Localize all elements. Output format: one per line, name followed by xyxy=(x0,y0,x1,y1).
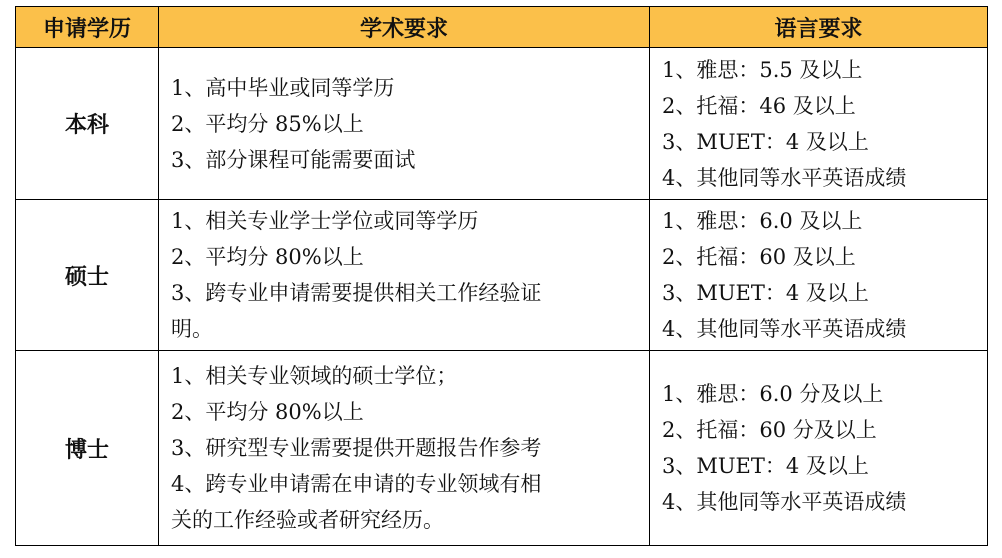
table-row-master xyxy=(16,200,988,351)
requirement-line: 1、高中毕业或同等学历 xyxy=(171,75,395,100)
academic-requirements-bachelor xyxy=(159,48,650,200)
requirement-line: 2、托福：60 分及以上 xyxy=(662,418,877,442)
language-requirements-master xyxy=(650,200,988,351)
language-requirements-phd xyxy=(650,351,988,546)
requirement-line: 1、相关专业学士学位或同等学历 xyxy=(171,209,479,233)
admission-requirements-table xyxy=(15,6,988,546)
requirement-line: 1、雅思：6.0 分及以上 xyxy=(662,382,884,406)
requirement-line: 1、雅思：6.0 及以上 xyxy=(662,209,863,233)
academic-requirements-master xyxy=(159,200,650,351)
table-row-phd xyxy=(16,351,988,546)
header-language-requirements: 语言要求 xyxy=(650,7,988,48)
requirement-line: 1、相关专业领域的硕士学位； xyxy=(171,364,458,388)
requirement-line: 2、平均分 80%以上 xyxy=(171,245,364,269)
requirement-line: 2、托福：46 及以上 xyxy=(662,93,856,118)
requirement-line: 1、雅思：5.5 及以上 xyxy=(662,57,863,82)
header-academic-requirements: 学术要求 xyxy=(159,7,650,48)
language-requirements-bachelor xyxy=(650,48,988,200)
requirement-line: 4、其他同等水平英语成绩 xyxy=(662,165,907,190)
degree-cell-master: 硕士 xyxy=(16,200,159,351)
degree-cell-bachelor: 本科 xyxy=(16,48,159,200)
academic-requirements-phd xyxy=(159,351,650,546)
requirement-line: 2、托福：60 及以上 xyxy=(662,245,856,269)
requirement-line: 关的工作经验或者研究经历。 xyxy=(171,508,444,532)
requirement-line: 4、其他同等水平英语成绩 xyxy=(662,490,907,514)
requirement-line: 3、跨专业申请需要提供相关工作经验证 xyxy=(171,281,542,305)
degree-cell-phd: 博士 xyxy=(16,351,159,546)
requirement-line: 明。 xyxy=(171,317,213,341)
table-body xyxy=(16,48,988,546)
requirement-line: 2、平均分 85%以上 xyxy=(171,111,364,136)
requirement-line: 3、MUET：4 及以上 xyxy=(662,129,869,154)
requirement-line: 3、MUET：4 及以上 xyxy=(662,454,869,478)
header-row xyxy=(16,7,988,48)
table-header xyxy=(16,7,988,48)
requirement-line: 3、研究型专业需要提供开题报告作参考 xyxy=(171,436,542,460)
requirement-line: 4、其他同等水平英语成绩 xyxy=(662,317,907,341)
table-row-bachelor xyxy=(16,48,988,200)
requirement-line: 3、部分课程可能需要面试 xyxy=(171,147,416,172)
requirement-line: 2、平均分 80%以上 xyxy=(171,400,364,424)
header-degree: 申请学历 xyxy=(16,7,159,48)
requirement-line: 4、跨专业申请需在申请的专业领域有相 xyxy=(171,472,542,496)
requirement-line: 3、MUET：4 及以上 xyxy=(662,281,869,305)
